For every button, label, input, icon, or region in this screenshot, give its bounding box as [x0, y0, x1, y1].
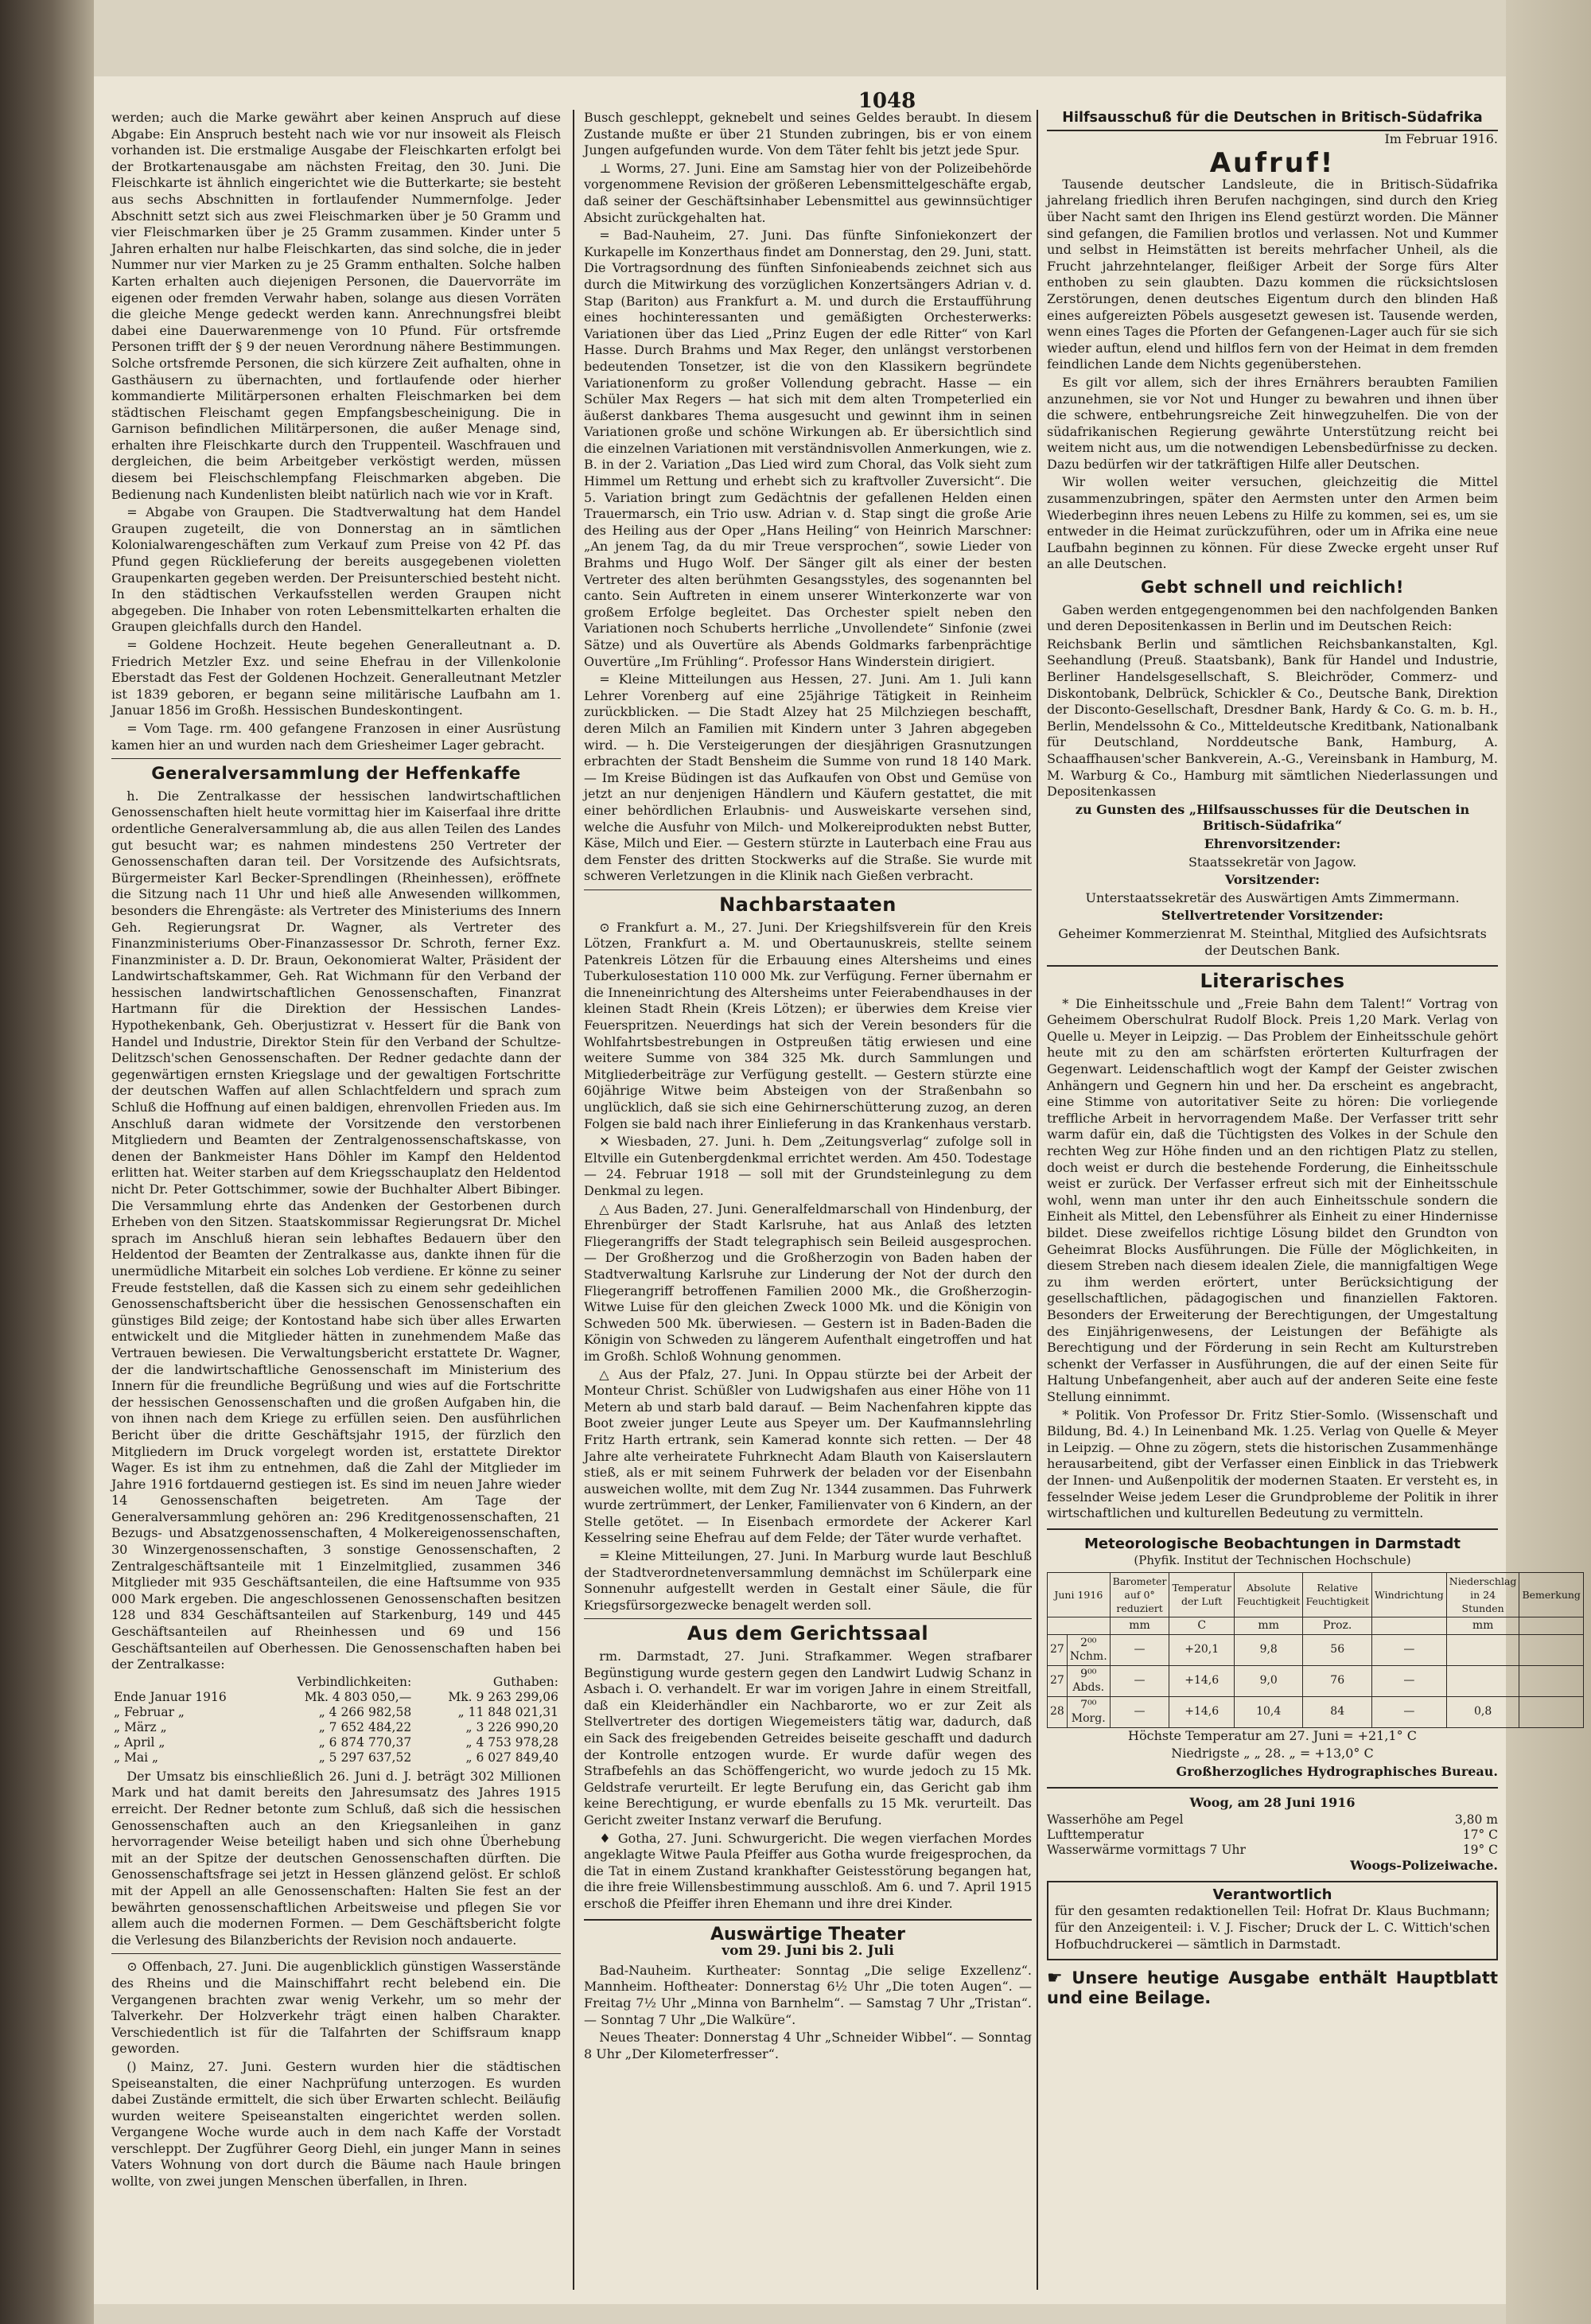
article-paragraph: △ Aus der Pfalz, 27. Juni. In Oppau stürzte bei der Arbeit der Monteur Christ. Schüßler von Ludwigshafen aus einer Höhe von 11 Metern ab und starb bald darauf. — Beim Nachenfahren kippte das Boot zweier junger Leute aus Speyer um. Der Kaufmannslehrling Fritz Harth ertrank, sein Kamerad konnte sich retten. — Der 48 Jahre alte verheiratete Fuhrknecht Adam Blauth von Kaiserslautern stieß, als er mit seinem Fuhrwerk der beladen vor der Eisenbahn ausweichen wollte, mit dem Zug Nr. 1344 zusammen. Das Fuhrwerk wurde zertrümmert, der Lenker, Familienvater von 6 Kindern, an der Stelle getötet. — In Eisenbach ermordete der Ackerer Karl Kesselring seine Ehefrau auf dem Felde; der Täter wurde verhaftet.	[584, 1366, 1032, 1546]
role-label: Vorsitzender:	[1224, 872, 1321, 888]
table-cell: 84	[1303, 1696, 1372, 1727]
edition-note	[1047, 1968, 1498, 2008]
table-row	[111, 1690, 561, 1705]
column-left	[111, 110, 561, 2290]
imprint-box	[1047, 1881, 1498, 1960]
role-name: Staatssekretär von Jagow.	[1188, 854, 1357, 870]
table-row	[1048, 1634, 1584, 1665]
article-paragraph: = Kleine Mitteilungen, 27. Juni. In Marburg wurde laut Beschluß der Stadtverordnetenversammlung demnächst im Schülerpark eine Sonnenuhr aufgestellt werden in Gestalt einer Säule, die für Kriegsfürsorgezwecke benagelt werden soll.	[584, 1548, 1032, 1613]
table-cell: „ Mai „	[114, 1750, 158, 1765]
table-cell: —	[1371, 1634, 1446, 1665]
edition-note-text: Unsere heutige Ausgabe enthält Hauptblatt und eine Beilage.	[1047, 1968, 1498, 2008]
appeal-paragraph: Wir wollen weiter versuchen, gleichzeitig die Mittel zusammenzubringen, später den Aermsten unter den Armen beim Wiederbeginn ihres neuen Lebens zu Hilfe zu kommen, sei es, um sie entweder in die Heimat zurückzuführen, oder um in Afrika eine neue Laufbahn beginnen zu können. Für diese Zwecke ergeht unser Ruf an alle Deutschen.	[1047, 474, 1498, 572]
table-cell: Mk. 9 263 299,06	[448, 1689, 558, 1704]
article-paragraph: ⊙ Offenbach, 27. Juni. Die augenblicklich günstigen Wasserstände des Rheins und die Mainschiffahrt recht belebend ein. Die Vergangenen brachten zwar wenig Verkehr, um so mehr der Talverkehr. Der Holzverkehr trägt einen halben Charakter. Verschiedentlich ist für die Talfahrten der Schiffsraum knapp geworden.	[111, 1959, 561, 2057]
table-row	[111, 1735, 561, 1750]
table-cell: 28	[1048, 1696, 1068, 1727]
section-subheading: vom 29. Juni bis 2. Juli	[722, 1943, 894, 1960]
table-cell: mm	[1446, 1617, 1519, 1634]
table-cell: Ende Januar 1916	[114, 1689, 227, 1704]
table-cell: —	[1371, 1696, 1446, 1727]
table-row	[1047, 1812, 1498, 1828]
table-cell: 3,80 m	[1454, 1812, 1498, 1828]
weather-subtitle: (Phyfik. Institut der Technischen Hochschule)	[1134, 1553, 1411, 1568]
table-cell	[1519, 1665, 1584, 1696]
article-paragraph: ♦ Gotha, 27. Juni. Schwurgericht. Die wegen vierfachen Mordes angeklagte Witwe Paula Pfeiffer aus Gotha wurde freigesprochen, da die Tat in einem Zustand krankhafter Geistesstörung begangen hat, die ihre freie Willensbestimmung ausschloß. Am 6. und 7. April 1915 erschoß die Pfeiffer ihren Ehemann und ihre drei Kinder.	[584, 1830, 1032, 1911]
divider	[111, 1953, 561, 1954]
weather-signature: Großherzogliches Hydrographisches Bureau.	[1176, 1764, 1498, 1780]
article-paragraph: Bad-Nauheim. Kurtheater: Sonntag „Die selige Exzellenz“. Mannheim. Hoftheater: Donnerstag 6½ Uhr „Die toten Augen“. — Freitag 7½ Uhr „Minna von Barnhelm“. — Samstag 7 Uhr „Tristan“. — Sonntag 7 Uhr „Die Walküre“.	[584, 1962, 1032, 2027]
table-cell: „ 4 266 982,58	[318, 1704, 412, 1719]
table-header: Juni 1916	[1048, 1572, 1111, 1617]
table-cell: 19° C	[1462, 1843, 1498, 1858]
weather-min: Niedrigste „ „ 28. „ = +13,0° C	[1171, 1746, 1374, 1761]
table-cell: —	[1371, 1665, 1446, 1696]
table-cell	[1446, 1634, 1519, 1665]
table-row	[111, 1750, 561, 1765]
table-cell	[1446, 1665, 1519, 1696]
role-name: Geheimer Kommerzienrat M. Steinthal, Mitglied des Aufsichtsrats der Deutschen Bank.	[1058, 925, 1487, 958]
table-cell: 9,0	[1234, 1665, 1303, 1696]
column-middle	[584, 110, 1032, 2290]
table-cell: 56	[1303, 1634, 1372, 1665]
section-heading: Nachbarstaaten	[719, 893, 897, 916]
date-line: Im Februar 1916.	[1384, 130, 1498, 146]
section-heading: Aus dem Gerichtssaal	[687, 1622, 929, 1645]
role-label: Ehrenvorsitzender:	[1204, 835, 1341, 851]
table-cell: C	[1169, 1617, 1235, 1634]
article-paragraph: = Bad-Nauheim, 27. Juni. Das fünfte Sinfoniekonzert der Kurkapelle im Konzerthaus findet am Donnerstag, den 29. Juni, statt. Die Vortragsordnung des fünften Sinfonieabends zeichnet sich aus durch die Mitwirkung des vorzüglichen Konzertsängers Adrian v. d. Stap (Bariton) aus Frankfurt a. M. und durch die Erstaufführung eines hochinteressanten und gemäßigten Orchesterwerks: Variationen über das Lied „Prinz Eugen der edle Ritter“ von Karl Hasse. Durch Brahms und Max Reger, den unlängst verstorbenen bedeutenden Tonsetzer, ist die von den Klassikern begründete Variationenform zu großer Vollendung gebracht. Hasse — ein Schüler Max Regers — hat sich mit dem alten Trompeterlied ein äußerst dankbares Thema ausgesucht und gewinnt ihm in seinen Variationen große und schöne Wirkungen ab. Er übersichtlich sind die einzelnen Variationen mit verständnisvollen Anmerkungen, wie z. B. in der 2. Variation „Das Lied wird zum Choral, das Volk sieht zum Himmel um Rettung und erhebt sich zu kraftvoller Zuversicht“. Die 5. Variation bringt zum Gedächtnis der gefallenen Helden einen Trauermarsch, ein Trio usw. Adrian v. d. Stap singt die große Arie des Heiling aus der Oper „Hans Heiling“ von Heinrich Marschner: „An jenem Tag, da du mir Treue versprochen“, sowie Lieder von Brahms und Hugo Wolf. Der Sänger gilt als einer der besten Vertreter des alten berühmten Gesangsstyles, des sogenannten bel canto. Sein Auftreten in einem unserer Winterkonzerte war von großem Erfolge begleitet. Das Orchester spielt neben den Variationen noch Schuberts herrliche „Unvollendete“ Sinfonie (zwei Sätze) und als Ouvertüre als Abends Goldmarks farbenprächtige Ouvertüre „Im Frühling“. Professor Hans Winderstein dirigiert.	[584, 228, 1032, 669]
table-cell: „ 11 848 021,31	[457, 1704, 558, 1719]
table-cell: —	[1110, 1634, 1169, 1665]
article-paragraph: ⊙ Frankfurt a. M., 27. Juni. Der Kriegshilfsverein für den Kreis Lötzen, Frankfurt a. M. und Obertaunuskreis, stellte seinem Patenkreis Lötzen für die Erbauung eines Altersheims und eines Tuberkulosestation 110 000 Mk. zur Verfügung. Ferner übernahm er die Inneneinrichtung des Altersheims unter Feierabendhauses in der kleinen Stadt Rhein (Kreis Lötzen); er überwies dem Kreise vier Feuerspritzen. Neuerdings hat sich der Verein besonders für die Wohlfahrtsbestrebungen in Ostpreußen tätig erwiesen und eine weitere Summe von 384 325 Mk. durch Sammlungen und Mitgliederbeiträge zur Verfügung gestellt. — Gestern stürzte eine 60jährige Witwe beim Absteigen von der Straßenbahn so unglücklich, daß sie sich eine Gehirnerschütterung zuzog, an deren Folgen sie bald nach ihrer Einlieferung in das Krankenhaus verstarb.	[584, 919, 1032, 1131]
appeal-paragraph: Gaben werden entgegengenommen bei den nachfolgenden Banken und deren Depositenkassen in Berlin und im Deutschen Reich:	[1047, 601, 1498, 634]
bank-list: Reichsbank Berlin und sämtlichen Reichsbankanstalten, Kgl. Seehandlung (Preuß. Staatsbank), Bank für Handel und Industrie, Berliner Handelsgesellschaft, S. Bleichröder, Commerz- und Diskontobank, Delbrück, Schickler & Co., Deutsche Bank, Direktion der Disconto-Gesellschaft, Dresdner Bank, Hardy & Co. G. m. b. H., Berlin, Mendelssohn & Co., Mitteldeutsche Kreditbank, Nationalbank für Deutschland, Norddeutsche Bank, Hamburg, A. Schaaffhausen'scher Bankverein, A.-G., Vereinsbank in Hamburg, M. M. Warburg & Co., Hamburg mit sämtlichen Niederlassungen und Depositenkassen	[1047, 636, 1498, 800]
imprint-text: für den gesamten redaktionellen Teil: Hofrat Dr. Klaus Buchmann; für den Anzeigenteil: i. V. J. Fischer; Druck der L. C. Wittich'schen Hofbuchdruckerei — sämtlich in Darmstadt.	[1055, 1903, 1490, 1952]
table-row	[1047, 1828, 1498, 1843]
table-cell	[1519, 1696, 1584, 1727]
table-cell: 0,8	[1446, 1696, 1519, 1727]
article-paragraph: * Politik. Von Professor Dr. Fritz Stier-Somlo. (Wissenschaft und Bildung, Bd. 4.) In Leinenband Mk. 1.25. Verlag von Quelle & Meyer in Leipzig. — Ohne zu zögern, stets die historischen Zusammenhänge herausarbeitend, gibt der Verfasser einen Einblick in das Triebwerk der Innen- und Außenpolitik der modernen Staaten. Er versteht es, in fesselnder Weise jedem Leser die Grundprobleme der Politik in ihrer wirtschaftlichen und kulturellen Bedeutung zu vermitteln.	[1047, 1407, 1498, 1521]
table-header: Temperatur der Luft	[1169, 1572, 1235, 1617]
table-cell: Lufttemperatur	[1047, 1828, 1144, 1843]
table-header: Guthaben:	[492, 1674, 558, 1689]
finance-table	[111, 1675, 561, 1765]
table-header-row	[111, 1675, 561, 1690]
appeal-paragraph: Tausende deutscher Landsleute, die in Britisch-Südafrika jahrelang friedlich ihren Berufen nachgingen, sind durch den Krieg über Nacht samt den Ihrigen ins Elend gestürzt worden. Die Männer sind gefangen, die Familien brotlos und verlassen. Not und Kummer und selbst in Heimstätten ist bereits mehrfacher Unheil, als die Frucht jahrzehntelanger, fleißiger Arbeit der Sorge fürs Alter enthoben zu sein glaubten. Dazu kommen die rücksichtslosen Zerstörungen, denen deutsches Eigentum durch den blinden Haß eines aufgereizten Pöbels ausgesetzt gewesen ist. Tausende werden, wenn eines Tages die Pforten der Gefangenen-Lager auch für sie sich wieder auftun, elend und hilflos fern von der Heimat in dem fremden feindlichen Lande dem Nichts gegenüberstehen.	[1047, 176, 1498, 372]
table-cell: „ Februar „	[114, 1704, 185, 1719]
table-header: Niederschlag in 24 Stunden	[1446, 1572, 1519, 1617]
section-heading: Literarisches	[1200, 970, 1345, 993]
table-cell	[1519, 1634, 1584, 1665]
imprint-title: Verantwortlich	[1212, 1886, 1332, 1903]
article-paragraph: h. Die Zentralkasse der hessischen landwirtschaftlichen Genossenschaften hielt heute vormittag hier im Kaiserfaal ihre dritte ordentliche Generalversammlung ab, die aus allen Teilen des Landes gut besucht war; es nahmen mindestens 250 Vertreter der Genossenschaften daran teil. Der Vorsitzende des Aufsichtsrats, Bürgermeister Karl Becker-Sprendlingen (Rheinhessen), eröffnete die Sitzung nach 11 Uhr und hieß alle Anwesenden willkommen, besonders die Ehrengäste: als Vertreter des Ministeriums des Innern Geh. Regierungsrat Dr. Wagner, als Vertreter des Finanzministeriums Ober-Finanzassessor Dr. Schroth, ferner Exz. Finanzminister a. D. Dr. Braun, Oekonomierat Walter, Präsident der Landwirtschaftskammer, Geh. Rat Wichmann für den Verband der hessischen landwirtschaftlichen Genossenschaften, Finanzrat Hartmann für die Direktion der Hessischen Landes-Hypothekenbank, Geh. Oberjustizrat v. Hessert für die Bank von Handel und Industrie, Direktor Stein für den Verband der Schultze-Delitzsch'schen Genossenschaften. Der Redner gedachte dann der gegenwärtigen ernsten Kriegslage und der gewaltigen Fortschritte der deutschen Waffen auf allen Schlachtfeldern und sprach zum Schluß die Hoffnung auf einen baldigen, ehrenvollen Frieden aus. Im Anschluß daran widmete der Vorsitzende den verstorbenen Mitgliedern und Beamten der Zentralgenossenschaftskasse, von denen der Bankmeister Hans Döhler im Kampf den Heldentod erlitten hat. Weiter starben auf dem Kriegsschauplatz den Heldentod nicht Dr. Peter Gottschimmer, sowie der Buchhalter Albert Bibinger. Die Versammlung ehrte das Andenken der Gestorbenen durch Erheben von den Sitzen. Staatskommissar Regierungsrat Dr. Michel sprach im Anschluß hieran sein lebhaftes Bedauern über den Heldentod der Beamten der Zentralkasse aus, dankte ihnen für die unermüdliche Mitarbeit ein solches Lob verdiene. Er könne zu seiner Freude feststellen, daß die Kassen sich zu einem sehr gedeihlichen Genossenschaftsbericht über die hessischen Genossenschaften ein günstiges Bild zeige; der Kontostand habe sich über alles Erwarten entwickelt und die Mitglieder hätten in zunehmendem Maße das Vertrauen bewiesen. Die Verwaltungsbericht erstattete Dr. Wagner, der die landwirtschaftliche Genossenschaft im Ministerium des Innern für die freundliche Begrüßung und wies auf die Fortschritte der hessischen Genossenschaften und die großen Aufgaben hin, die von ihnen nach dem Kriege zu erfüllen seien. Den ausführlichen Bericht über die dritte Geschäftsjahr 1915, der fürzlich den Mitgliedern im Druck vorgelegt worden ist, erstattete Direktor Wager. Es ist ihm zu entnehmen, daß die Zahl der Mitglieder im Jahre 1916 fortdauernd gestiegen ist. Es sind im neuen Jahre wieder 14 Genossenschaften beigetreten. Am Tage der Generalversammlung gehören an: 296 Kreditgenossenschaften, 21 Bezugs- und Absatzgenossenschaften, 4 Molkereigenossenschaften, 30 Winzergenossenschaften, 3 sonstige Genossenschaften, 2 Zentralgeschäftsanteile mit 1 Einzelmitglied, zusammen 346 Mitglieder mit 935 Geschäftsanteilen, die eine Haftsumme von 935 000 Mark ergeben. Die angeschlossenen Genossenschaften besitzen 128 und 834 Geschäftsanteilen auf Starkenburg, 149 und 445 Geschäftsanteilen auf Rheinhessen und 69 und 156 Geschäftsanteilen auf Oberhessen. Die Genossenschaften haben bei der Zentralkasse:	[111, 788, 561, 1672]
table-cell: 27	[1048, 1665, 1068, 1696]
table-cell: mm	[1110, 1617, 1169, 1634]
table-cell: 2⁰⁰ Nchm.	[1067, 1634, 1110, 1665]
section-heading: Generalversammlung der Heffenkaffe	[151, 764, 521, 784]
table-header-row	[1048, 1572, 1584, 1617]
table-cell: 76	[1303, 1665, 1372, 1696]
article-paragraph: () Mainz, 27. Juni. Gestern wurden hier die städtischen Speiseanstalten, die einer Nachprüfung unterzogen. Es wurden dabei Zustände ermittelt, die sich über Erwarten schlecht. Beiläufig wurden weitere Speiseanstalten eingerichtet werden sollen. Vergangene Woche wurde auch in dem nach Kaffe der Vorstadt verschleppt. Der Zugführer Georg Diehl, ein junger Mann in seines Vaters Wohnung von dort durch die Bäume nach Haule bringen wollte, von zwei jungen Menschen überfallen, in Ihren.	[111, 2058, 561, 2190]
column-right	[1047, 110, 1581, 2290]
table-cell: 7⁰⁰ Morg.	[1067, 1696, 1110, 1727]
table-cell: —	[1110, 1696, 1169, 1727]
article-paragraph: △ Aus Baden, 27. Juni. Generalfeldmarschall von Hindenburg, der Ehrenbürger der Stadt Karlsruhe, hat aus Anlaß des letzten Fliegerangriffs der Stadt telegraphisch sein Beileid ausgesprochen. — Der Großherzog und die Großherzogin von Baden haben der Stadtverwaltung Karlsruhe zur Linderung der Not der durch den Fliegerangriff betroffenen Familien 2000 Mk., die Großherzogin-Witwe Luise für den gleichen Zweck 1000 Mk. und die Königin von Schweden 500 Mk. überwiesen. — Gestern ist in Baden-Baden die Königin von Schweden zu längerem Aufenthalt eingetroffen und hat im Großh. Schloß Wohnung genommen.	[584, 1201, 1032, 1364]
divider	[1047, 965, 1498, 967]
table-cell: Mk. 4 803 050,—	[304, 1689, 412, 1704]
table-row	[1047, 1843, 1498, 1858]
page-edge	[1506, 0, 1591, 2324]
weather-max: Höchste Temperatur am 27. Juni = +21,1° C	[1128, 1727, 1417, 1743]
book-binding	[0, 0, 94, 2324]
divider	[584, 1919, 1032, 1921]
weather-table	[1047, 1572, 1584, 1728]
appeal-title: Aufruf!	[1209, 147, 1336, 180]
appeal-slogan: Gebt schnell und reichlich!	[1141, 578, 1404, 598]
table-cell: +20,1	[1169, 1634, 1235, 1665]
woog-heading: Woog, am 28 Juni 1916	[1189, 1794, 1356, 1810]
table-cell: 9,8	[1234, 1634, 1303, 1665]
woog-table	[1047, 1812, 1498, 1858]
article-paragraph: ⊥ Worms, 27. Juni. Eine am Samstag hier von der Polizeibehörde vorgenommene Revision der größeren Lebensmittelgeschäfte ergab, daß seiner der Geschäftsinhaber Lebensmittel aus gewinnsüchtiger Absicht zurückgehalten hat.	[584, 160, 1032, 225]
table-cell: Proz.	[1303, 1617, 1372, 1634]
table-cell: „ 5 297 637,52	[318, 1750, 412, 1765]
table-cell: 27	[1048, 1634, 1068, 1665]
divider	[584, 1618, 1032, 1619]
appeal-beneficiary: zu Gunsten des „Hilfsausschusses für die Deutschen in Britisch-Südafrika“	[1075, 801, 1470, 834]
table-cell: „ 6 027 849,40	[465, 1750, 558, 1765]
table-cell: „ März „	[114, 1719, 167, 1734]
article-paragraph: rm. Darmstadt, 27. Juni. Strafkammer. Wegen strafbarer Begünstigung wurde gestern gegen den Landwirt Ludwig Schanz in Asbach i. O. verhandelt. Er war im vorigen Jahre in einem Streitfall, daß ein Kleiderhändler ein Nachbarorte, wo er zur Zeit als Stellvertreter des dortigen Wiegemeisters tätig war, dadurch, daß ein Sack des freigebenden Getreides beiseite geschafft und dadurch der Kontrolle entzogen wurde. Er wurde dafür wegen des Strafbefehls an das Schöffengericht, wo wurde jedoch zu 15 Mk. Geldstrafe verurteilt. Er legte Berufung ein, das Gericht gab ihm keine Berechtigung, er wurde ebenfalls zu 15 Mk. verurteilt. Das Gericht zweiter Instanz verwarf die Berufung.	[584, 1649, 1032, 1828]
article-paragraph: Busch geschleppt, geknebelt und seines Geldes beraubt. In diesem Zustande mußte er über 21 Stunden zubringen, bis er von einem Jungen aufgefunden wurde. Von dem Täter fehlt bis jetzt jede Spur.	[584, 110, 1032, 158]
table-cell: 10,4	[1234, 1696, 1303, 1727]
page-number: 1048	[858, 89, 916, 113]
article-paragraph: * Die Einheitsschule und „Freie Bahn dem Talent!“ Vortrag von Geheimem Oberschulrat Rudolf Block. Preis 1,20 Mark. Verlag von Quelle u. Meyer in Leipzig. — Das Problem der Einheitsschule gehört heute mit zu den am schärfsten erörterten Kulturfragen der Gegenwart. Leidenschaftlich wogt der Kampf der Geister zwischen Anhängern und Gegnern hin und her. Da erscheint es angebracht, eine Stimme von autoritativer Seite zu hören: Die vorliegende treffliche Arbeit in hervorragendem Maße. Der Verfasser tritt sehr warm dafür ein, daß die Tüchtigsten des Volkes in der Schule den rechten Weg zur Höhe finden und an den richtigen Platz zu stellen, doch weist er durch die bestehende Forderung, die Einheitsschule weist er zurück. Der Verfasser erfreut sich mit der Einheitsschule wohl, wenn man unter ihr den auch Einheitsschule sondern die Einheit als Mittel, den Lebensführer als Einheit zu einer Hindernisse bildet. Diese zweifellos richtige Lösung bildet den Grundton von Geheimrat Blocks Ausführungen. Die Fülle der Möglichkeiten, in diesem Streben nach diesem idealen Ziele, die mannigfaltigen Wege zu ihm werden erörtert, unter Berücksichtigung der gesellschaftlichen, pädagogischen und finanziellen Faktoren. Besonders der Erweiterung der Berechtigungen, der Umgestaltung des Einjährigenwesens, der Leistungen der Befähigte als Berechtigung und der Förderung in sein Recht am Kulturstreben schenkt der Verfasser in Ausführungen, die auf der einen Seite für Haltung Unbefangenheit, aber auch auf der anderen Seite eine feste Stellung einnimmt.	[1047, 995, 1498, 1404]
table-row	[1048, 1665, 1584, 1696]
table-cell: „ 4 753 978,28	[465, 1734, 558, 1750]
table-cell: +14,6	[1169, 1665, 1235, 1696]
table-cell: —	[1110, 1665, 1169, 1696]
table-cell: 9⁰⁰ Abds.	[1067, 1665, 1110, 1696]
table-row	[1048, 1696, 1584, 1727]
table-cell: Wasserwärme vormittags 7 Uhr	[1047, 1843, 1246, 1858]
table-cell: „ 7 652 484,22	[318, 1719, 412, 1734]
table-cell: mm	[1234, 1617, 1303, 1634]
table-header: Absolute Feuchtigkeit	[1234, 1572, 1303, 1617]
table-units-row	[1048, 1617, 1584, 1634]
woog-signature: Woogs-Polizeiwache.	[1350, 1858, 1498, 1874]
appeal-banner: Hilfsausschuß für die Deutschen in Britisch-Südafrika	[1047, 110, 1498, 131]
table-row	[111, 1720, 561, 1735]
table-row	[111, 1705, 561, 1720]
article-paragraph: ✕ Wiesbaden, 27. Juni. h. Dem „Zeitungsverlag“ zufolge soll in Eltville ein Gutenbergdenkmal errichtet werden. Am 450. Todestage — 24. Februar 1918 — soll mit der Grundsteinlegung zu dem Denkmal zu legen.	[584, 1134, 1032, 1198]
weather-title: Meteorologische Beobachtungen in Darmstadt	[1084, 1535, 1461, 1552]
table-cell: +14,6	[1169, 1696, 1235, 1727]
column-rule	[1037, 110, 1038, 2290]
table-cell: „ 6 874 770,37	[318, 1734, 412, 1750]
section-heading: Auswärtige Theater	[710, 1924, 905, 1944]
table-cell: „ 3 226 990,20	[465, 1719, 558, 1734]
role-name: Unterstaatssekretär des Auswärtigen Amts Zimmermann.	[1085, 890, 1460, 905]
table-header: Windrichtung	[1371, 1572, 1446, 1617]
table-cell: 17° C	[1462, 1828, 1498, 1843]
table-cell: Wasserhöhe am Pegel	[1047, 1812, 1184, 1828]
table-header: Barometer auf 0° reduziert	[1110, 1572, 1169, 1617]
table-header: Bemerkung	[1519, 1572, 1584, 1617]
divider	[1047, 1528, 1498, 1530]
article-paragraph: werden; auch die Marke gewährt aber keinen Anspruch auf diese Abgabe: Ein Anspruch besteht nach wie vor nur insoweit als Fleisch vorhanden ist. Die erstmalige Ausgabe der Fleischkarten erfolgt bei der Brotkartenausgabe am nächsten Freitag, den 30. Juni. Die Fleischkarte ist ähnlich eingerichtet wie die Butterkarte; sie besteht aus sechs Abschnitten in fortlaufender Nummernfolge. Jeder Abschnitt setzt sich aus zwei Fleischmarken über je 50 Gramm und vier Fleischmarken über je 25 Gramm zusammen. Kinder unter 5 Jahren erhalten nur halbe Fleischkarten, das sind solche, die in jeder Nummer nur vier Marken zu je 25 Gramm enthalten. Solche halben Karten erhalten auch diejenigen Personen, die Dauervorräte im eigenen oder fremden Verwahr haben, solange aus diesen Vorräten die gleiche Menge gedeckt werden kann. Anrechnungsfrei bleibt dabei eine Dauerwarenmenge von 10 Pfund. Für ortsfremde Personen trifft der § 9 der neuen Verordnung nähere Bestimmungen. Solche ortsfremde Personen, die sich kürzere Zeit aufhalten, ohne in Gasthäusern zu übernachten, und fortlaufende oder hierher kommandierte Militärpersonen erhalten Fleischmarken bei dem städtischen Fleischamt gegen Empfangsbescheinigung. Die in Garnison befindlichen Militärpersonen, die außer Menage sind, erhalten ihre Fleischkarte durch den Truppenteil. Waschfrauen und dergleichen, die beim Arbeitgeber verköstigt werden, müssen diesem bei Fleischschlempfang Fleischmarken abgeben. Die Bedienung nach Kundenlisten bleibt natürlich nach wie vor in Kraft.	[111, 110, 561, 502]
table-cell: „ April „	[114, 1734, 165, 1750]
article-paragraph: = Kleine Mitteilungen aus Hessen, 27. Juni. Am 1. Juli kann Lehrer Vorenberg auf eine 25jährige Tätigkeit in Reinheim zurückblicken. — Die Stadt Alzey hat 25 Milchziegen beschafft, deren Milch an Familien mit Kindern unter 3 Jahren abgegeben wird. — h. Die Versteigerungen der diesjährigen Grasnutzungen erbrachten der Stadt Bensheim die Summe von rund 18 140 Mark. — Im Kreise Büdingen ist das Aufkaufen von Obst und Gemüse von jetzt an nur denjenigen Händlern und Käufern gestattet, die mit einer behördlichen Erlaubnis- und Ausweiskarte versehen sind, welche die Ausfuhr von Milch- und Molkereiprodukten nebst Butter, Käse, Milch und Eier. — Gestern stürzte in Lauterbach eine Frau aus dem Fenster des dritten Stockwerks auf die Straße. Sie wurde mit schweren Verletzungen in die Klinik nach Gießen verbracht.	[584, 672, 1032, 884]
article-paragraph: = Goldene Hochzeit. Heute begehen Generalleutnant a. D. Friedrich Metzler Exz. und seine Ehefrau in der Villenkolonie Eberstadt das Fest der Goldenen Hochzeit. Generalleutnant Metzler ist 1839 geboren, er begann seine militärische Laufbahn am 1. Januar 1856 im Großh. Hessischen Bundeskontingent.	[111, 637, 561, 718]
column-rule	[573, 110, 574, 2290]
article-paragraph: Der Umsatz bis einschließlich 26. Juni d. J. beträgt 302 Millionen Mark und hat damit bereits den Jahresumsatz des Jahres 1915 erreicht. Der Redner betonte zum Schluß, daß sich die hessischen Genossenschaften auch an den Kriegsanleihen in ganz hervorragender Weise beteiligt haben und sich ohne Überhebung mit an der Spitze der deutschen Genossenschaften dürften. Die Genossenschaftsfrage sei jetzt in Hessen glänzend gelöst. Er schloß mit der Appell an alle Genossenschaften: Halten Sie fest an der bewährten genossenschaftlichen Arbeitsweise und pflegen Sie vor allem auch die modernen Formen. — Dem Geschäftsbericht folgte die Verlesung des Bilanzberichts der Revision noch andauerte.	[111, 1768, 561, 1948]
table-header: Relative Feuchtigkeit	[1303, 1572, 1372, 1617]
divider	[111, 758, 561, 759]
table-header: Verbindlichkeiten:	[297, 1674, 412, 1689]
article-paragraph: = Vom Tage. rm. 400 gefangene Franzosen in einer Ausrüstung kamen hier an und wurden nach dem Griesheimer Lager gebracht.	[111, 720, 561, 753]
article-paragraph: = Abgabe von Graupen. Die Stadtverwaltung hat dem Handel Graupen zugeteilt, die von Donnerstag an in sämtlichen Kolonialwarengeschäften zum Verkauf zum Preise von 42 Pf. das Pfund gegen Rücklieferung der bereits ausgegebenen violetten Graupenkarten gegeben werden. Der Preisunterschied besteht nicht. In den städtischen Verkaufsstellen werden Graupen nicht abgegeben. Die Inhaber von roten Lebensmittelkarten erhalten die Graupen gleichfalls durch den Handel.	[111, 504, 561, 635]
pointing-hand-icon: ☛	[1047, 1968, 1063, 1989]
article-paragraph: Neues Theater: Donnerstag 4 Uhr „Schneider Wibbel“. — Sonntag 8 Uhr „Der Kilometerfresser“.	[584, 2030, 1032, 2061]
divider	[1047, 1787, 1498, 1789]
appeal-paragraph: Es gilt vor allem, sich der ihres Ernährers beraubten Familien anzunehmen, sie vor Not und Hunger zu bewahren und ihnen über die schwere, entbehrungsreiche Zeit hinwegzuhelfen. Die von der südafrikanischen Regierung gewährte Unterstützung reicht bei weitem nicht aus, um die notwendigen Lebensbedürfnisse zu decken. Dazu bedürfen wir der tatkräftigen Hilfe aller Deutschen.	[1047, 374, 1498, 472]
role-label: Stellvertretender Vorsitzender:	[1161, 908, 1383, 924]
